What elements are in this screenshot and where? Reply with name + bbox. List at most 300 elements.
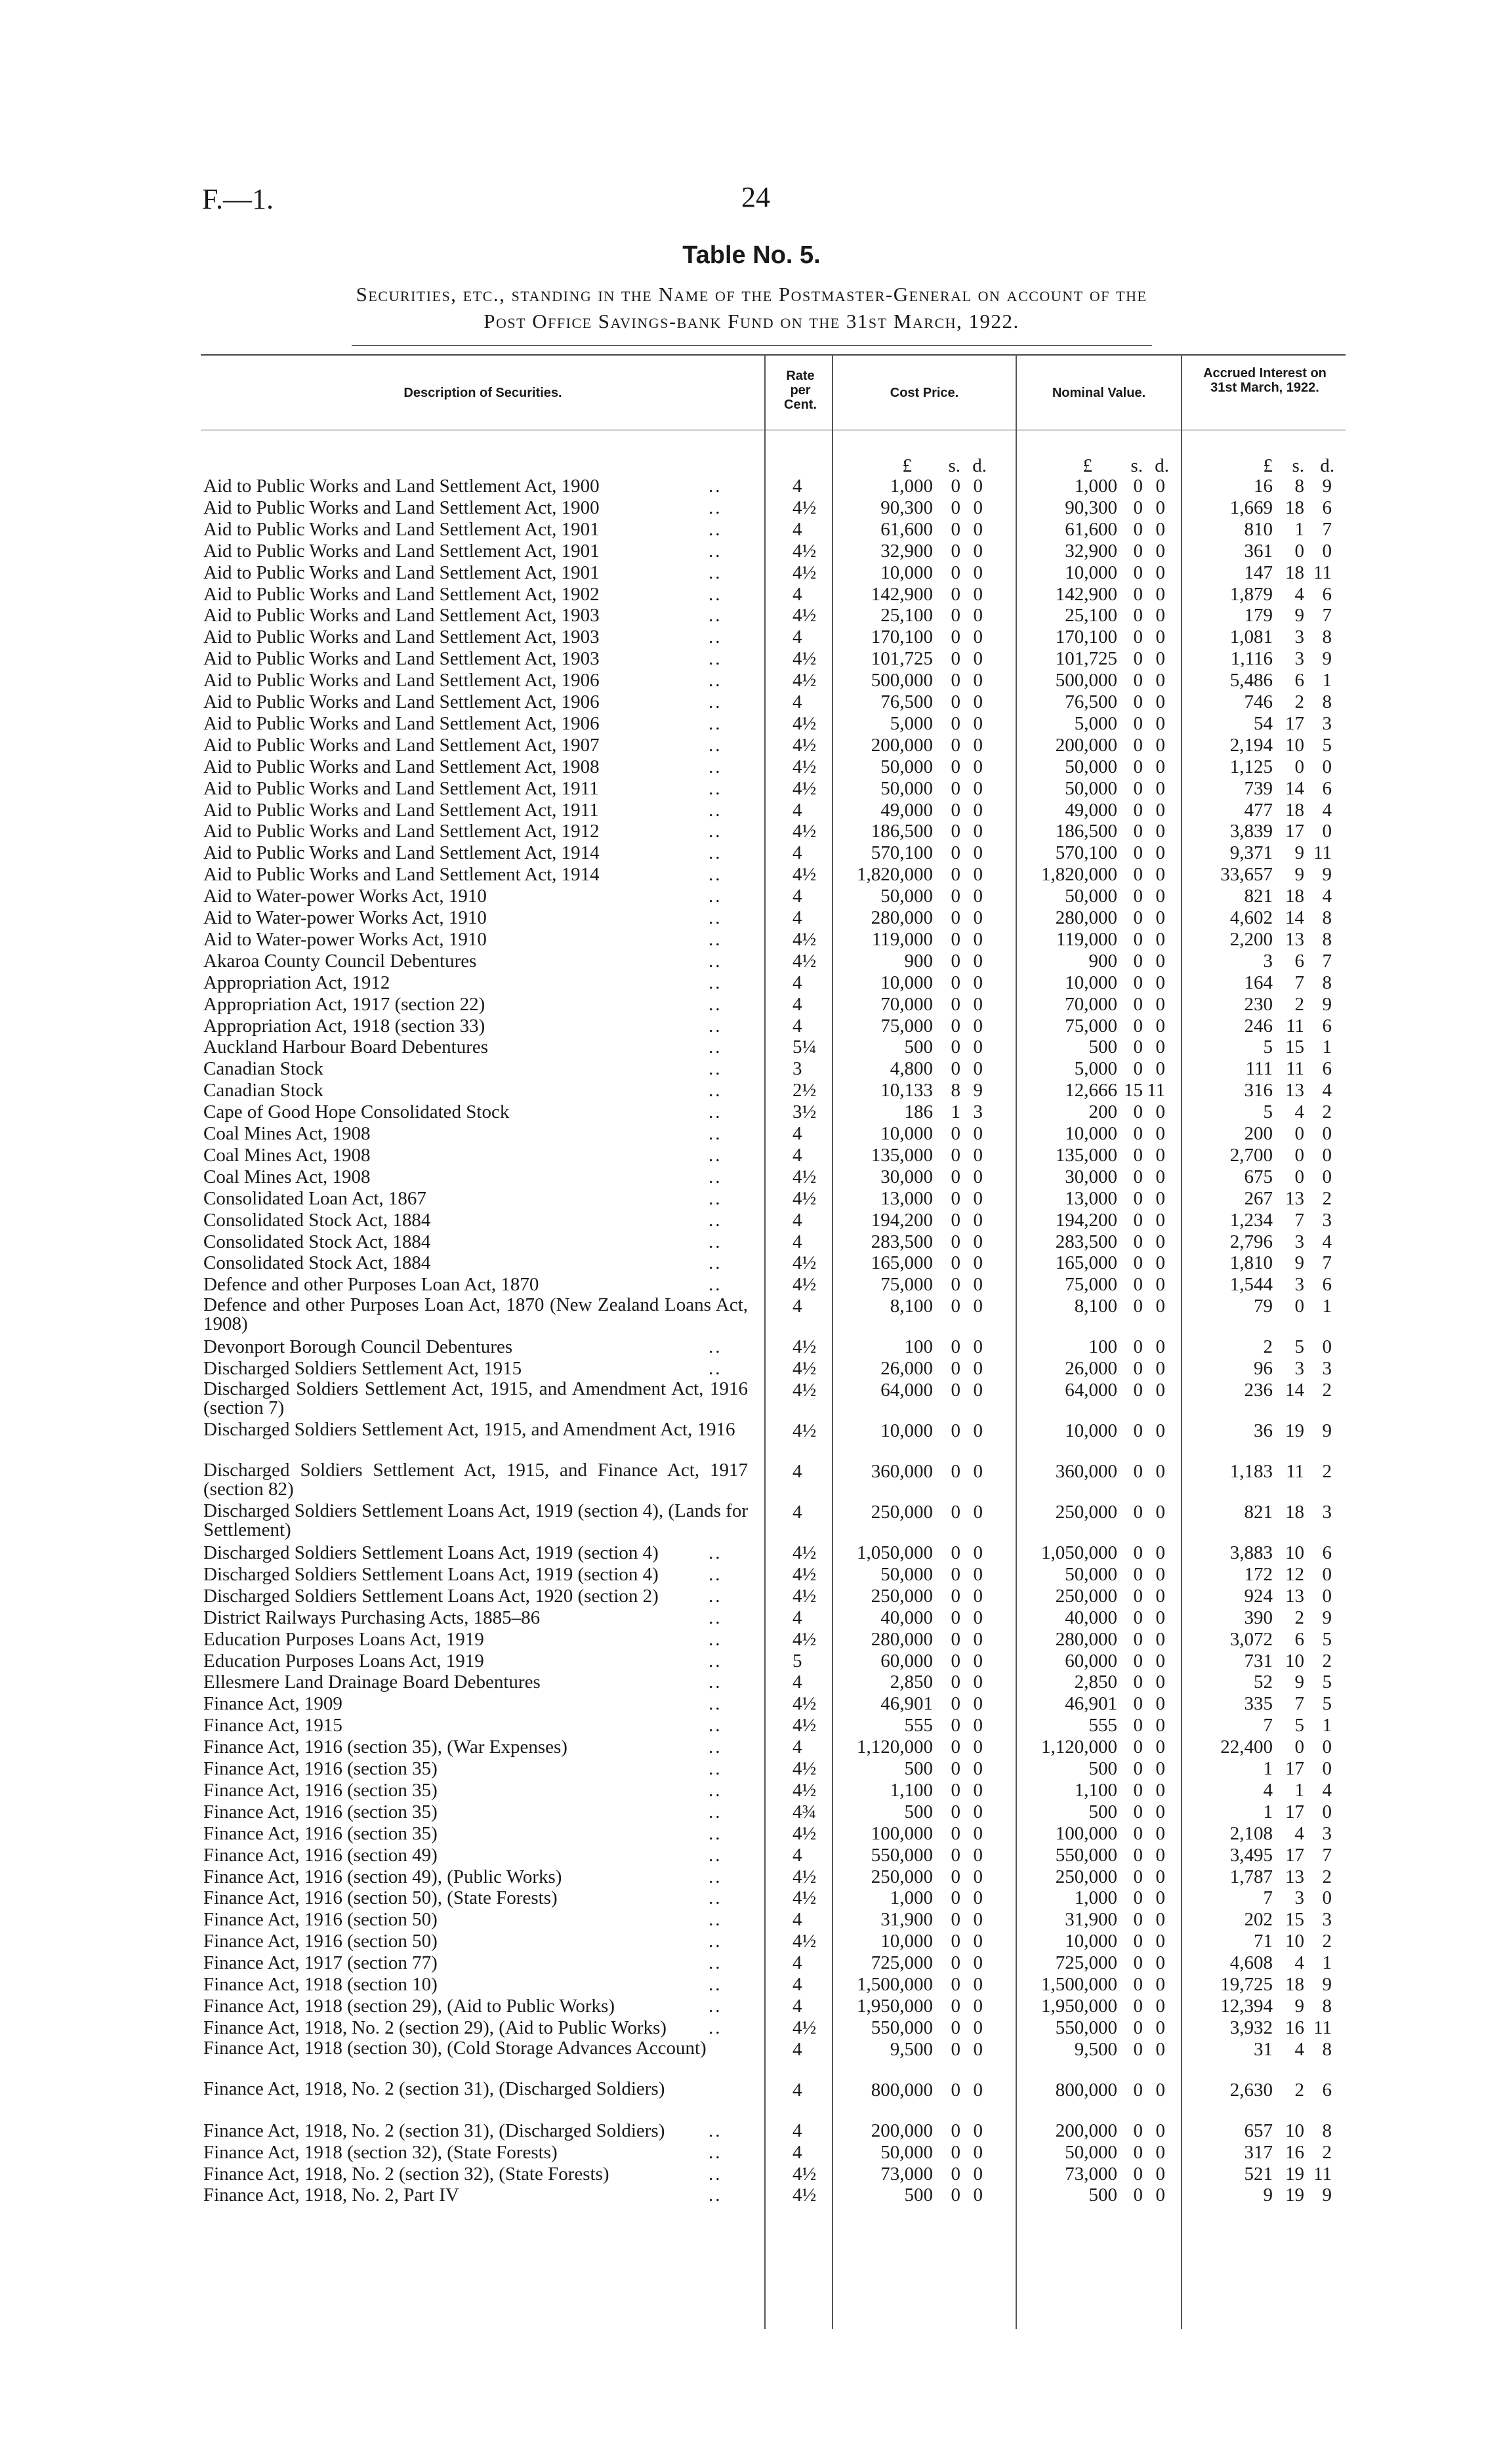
accrued-interest-shillings: 14 — [1285, 1380, 1304, 1401]
accrued-interest-pence: 1 — [1322, 1952, 1332, 1974]
cost-price-pounds: 250,000 — [871, 1585, 933, 1607]
accrued-interest-pounds: 31 — [1254, 2038, 1273, 2060]
cost-price-pounds: 50,000 — [880, 886, 933, 907]
cost-price-pounds: 500 — [904, 2185, 933, 2206]
rate-per-cent: 4½ — [793, 864, 817, 886]
cost-price-shillings: 0 — [951, 1274, 960, 1296]
accrued-interest-pounds: 821 — [1244, 886, 1273, 907]
nominal-value-shillings: 0 — [1133, 518, 1143, 540]
accrued-interest-pounds: 1,787 — [1229, 1866, 1273, 1887]
cost-price-pounds: 101,725 — [871, 648, 933, 670]
cost-price-shillings: 0 — [951, 670, 960, 691]
nominal-value-shillings: 0 — [1133, 1563, 1143, 1585]
security-description: Appropriation Act, 1917 (section 22) — [203, 993, 485, 1015]
accrued-interest-pounds: 33,657 — [1220, 864, 1273, 886]
nominal-value-shillings: 0 — [1133, 1144, 1143, 1166]
table-row — [0, 821, 1503, 842]
nominal-value-pence: 0 — [1155, 1420, 1165, 1441]
cost-price-shillings: 0 — [951, 1650, 960, 1672]
accrued-interest-shillings: 7 — [1294, 972, 1304, 993]
nominal-value-pounds: 46,901 — [1065, 1693, 1117, 1715]
nominal-value-pounds: 100,000 — [1055, 1822, 1117, 1844]
cost-price-pounds: 570,100 — [871, 842, 933, 864]
security-description: Aid to Public Works and Land Settlement Act, 1907 — [203, 734, 600, 756]
unit-pounds: £ — [1082, 455, 1092, 476]
cost-price-shillings: 0 — [951, 1758, 960, 1779]
table-row — [0, 778, 1503, 799]
cost-price-pence: 0 — [973, 2120, 983, 2141]
leader-dots: .. — [709, 1209, 722, 1231]
rate-per-cent: 4½ — [793, 605, 817, 626]
security-description: Aid to Public Works and Land Settlement Act, 1911 — [203, 777, 599, 799]
accrued-interest-pence: 9 — [1322, 864, 1332, 886]
accrued-interest-shillings: 11 — [1286, 1461, 1304, 1482]
cost-price-pounds: 61,600 — [880, 518, 933, 540]
table-row — [0, 1887, 1503, 1908]
accrued-interest-pence: 6 — [1322, 1542, 1332, 1563]
leader-dots: .. — [709, 886, 722, 907]
cost-price-pounds: 76,500 — [880, 691, 933, 712]
nominal-value-shillings: 0 — [1133, 1296, 1143, 1317]
accrued-interest-pounds: 1,081 — [1229, 626, 1273, 648]
rate-per-cent: 4½ — [793, 928, 817, 950]
accrued-interest-shillings: 11 — [1286, 1015, 1304, 1037]
table-row — [0, 1274, 1503, 1295]
cost-price-pence: 0 — [973, 1231, 983, 1252]
leader-dots: .. — [709, 1166, 722, 1187]
leader-dots: .. — [709, 1144, 722, 1166]
accrued-interest-pence: 11 — [1313, 562, 1332, 583]
accrued-interest-shillings: 1 — [1294, 1779, 1304, 1801]
accrued-interest-shillings: 3 — [1294, 626, 1304, 648]
accrued-interest-pence: 0 — [1322, 540, 1332, 562]
cost-price-pounds: 1,950,000 — [857, 1995, 933, 2017]
accrued-interest-pounds: 5 — [1263, 1037, 1273, 1058]
cost-price-pence: 0 — [973, 1166, 983, 1187]
accrued-interest-pounds: 1 — [1263, 1801, 1273, 1822]
unit-shillings: s. — [1292, 455, 1304, 476]
nominal-value-shillings: 0 — [1133, 540, 1143, 562]
leader-dots: .. — [709, 1693, 722, 1715]
accrued-interest-pence: 2 — [1322, 1187, 1332, 1209]
accrued-interest-shillings: 5 — [1294, 1715, 1304, 1736]
leader-dots: .. — [709, 777, 722, 799]
cost-price-pence: 0 — [973, 1058, 983, 1080]
nominal-value-pounds: 5,000 — [1074, 1058, 1117, 1080]
cost-price-pounds: 10,000 — [880, 1931, 933, 1952]
accrued-interest-pence: 0 — [1322, 821, 1332, 842]
table-row — [0, 1252, 1503, 1273]
security-description: Finance Act, 1915 — [203, 1715, 342, 1736]
cost-price-pounds: 49,000 — [880, 799, 933, 821]
leader-dots: .. — [709, 712, 722, 734]
accrued-interest-pounds: 2,108 — [1229, 1822, 1273, 1844]
nominal-value-pence: 0 — [1155, 1995, 1165, 2017]
rate-per-cent: 4½ — [793, 670, 817, 691]
nominal-value-shillings: 0 — [1133, 1607, 1143, 1628]
cost-price-pounds: 500 — [904, 1758, 933, 1779]
cost-price-pence: 0 — [973, 1801, 983, 1822]
security-description: Aid to Public Works and Land Settlement Act, 1903 — [203, 626, 600, 648]
cost-price-shillings: 0 — [951, 2185, 960, 2206]
nominal-value-shillings: 0 — [1133, 2017, 1143, 2038]
security-description: Aid to Public Works and Land Settlement Act, 1903 — [203, 648, 600, 670]
cost-price-pence: 0 — [973, 562, 983, 583]
cost-price-shillings: 0 — [951, 864, 960, 886]
accrued-interest-pounds: 821 — [1244, 1502, 1273, 1523]
nominal-value-pence: 0 — [1155, 1585, 1165, 1607]
cost-price-pounds: 50,000 — [880, 777, 933, 799]
cost-price-pounds: 165,000 — [871, 1252, 933, 1274]
cost-price-pence: 0 — [973, 648, 983, 670]
rate-per-cent: 4 — [793, 1995, 802, 2017]
cost-price-shillings: 0 — [951, 950, 960, 972]
cost-price-pence: 0 — [973, 756, 983, 777]
nominal-value-shillings: 0 — [1133, 1274, 1143, 1296]
accrued-interest-shillings: 15 — [1285, 1909, 1304, 1931]
security-description: Finance Act, 1909 — [203, 1693, 342, 1715]
accrued-interest-shillings: 1 — [1294, 518, 1304, 540]
nominal-value-pounds: 194,200 — [1055, 1209, 1117, 1231]
table-row — [0, 1294, 1503, 1335]
accrued-interest-shillings: 4 — [1294, 2038, 1304, 2060]
nominal-value-pounds: 360,000 — [1055, 1461, 1117, 1482]
accrued-interest-pence: 1 — [1322, 1037, 1332, 1058]
nominal-value-pounds: 280,000 — [1055, 1628, 1117, 1650]
security-description: Aid to Public Works and Land Settlement Act, 1906 — [203, 712, 600, 734]
cost-price-pence: 0 — [973, 1650, 983, 1672]
cost-price-shillings: 0 — [951, 1358, 960, 1380]
cost-price-pence: 0 — [973, 1693, 983, 1715]
accrued-interest-pence: 11 — [1313, 2017, 1332, 2038]
cost-price-shillings: 0 — [951, 1502, 960, 1523]
nominal-value-shillings: 0 — [1133, 1420, 1143, 1441]
rate-per-cent: 4½ — [793, 1779, 817, 1801]
table-row — [0, 1672, 1503, 1693]
nominal-value-shillings: 0 — [1133, 756, 1143, 777]
security-description: Aid to Public Works and Land Settlement Act, 1903 — [203, 605, 600, 626]
table-row — [0, 1693, 1503, 1714]
rate-per-cent: 4 — [793, 2120, 802, 2141]
nominal-value-pounds: 200,000 — [1055, 734, 1117, 756]
nominal-value-pounds: 60,000 — [1065, 1650, 1117, 1672]
leader-dots: .. — [709, 1887, 722, 1909]
nominal-value-shillings: 0 — [1133, 1779, 1143, 1801]
nominal-value-pence: 0 — [1155, 1952, 1165, 1974]
nominal-value-pounds: 555 — [1088, 1715, 1117, 1736]
nominal-value-pence: 0 — [1155, 476, 1165, 497]
security-description: Discharged Soldiers Settlement Act, 1915, and Finance Act, 1917 (section 82) — [203, 1460, 748, 1500]
nominal-value-pounds: 75,000 — [1065, 1015, 1117, 1037]
cost-price-pence: 0 — [973, 886, 983, 907]
security-description: Finance Act, 1916 (section 50) — [203, 1931, 438, 1952]
leader-dots: .. — [709, 583, 722, 605]
cost-price-pence: 0 — [973, 1461, 983, 1482]
nominal-value-pounds: 50,000 — [1065, 2141, 1117, 2163]
leader-dots: .. — [709, 756, 722, 777]
cost-price-pence: 0 — [973, 583, 983, 605]
table-row — [0, 497, 1503, 518]
accrued-interest-shillings: 7 — [1294, 1209, 1304, 1231]
nominal-value-pounds: 725,000 — [1055, 1952, 1117, 1974]
accrued-interest-shillings: 9 — [1294, 1252, 1304, 1274]
cost-price-shillings: 0 — [951, 1844, 960, 1866]
cost-price-shillings: 0 — [951, 886, 960, 907]
accrued-interest-pounds: 111 — [1245, 1058, 1273, 1080]
cost-price-pence: 0 — [973, 626, 983, 648]
security-description: Finance Act, 1918, No. 2, Part IV — [203, 2185, 459, 2206]
cost-price-pounds: 46,901 — [880, 1693, 933, 1715]
nominal-value-shillings: 0 — [1133, 799, 1143, 821]
cost-price-shillings: 0 — [951, 907, 960, 928]
accrued-interest-pounds: 4,608 — [1229, 1952, 1273, 1974]
nominal-value-shillings: 0 — [1133, 821, 1143, 842]
cost-price-pence: 0 — [973, 1607, 983, 1628]
rate-per-cent: 4 — [793, 626, 802, 648]
table-row — [0, 519, 1503, 540]
rate-per-cent: 4½ — [793, 2017, 817, 2038]
accrued-interest-pence: 4 — [1322, 1080, 1332, 1101]
nominal-value-pence: 0 — [1155, 1101, 1165, 1123]
accrued-interest-pence: 0 — [1322, 1166, 1332, 1187]
rate-per-cent: 4½ — [793, 540, 817, 562]
accrued-interest-pence: 2 — [1322, 1101, 1332, 1123]
cost-price-pence: 0 — [973, 497, 983, 518]
table-row — [0, 886, 1503, 907]
security-description: Discharged Soldiers Settlement Loans Act, 1919 (section 4) — [203, 1542, 659, 1563]
cost-price-pounds: 40,000 — [880, 1607, 933, 1628]
accrued-interest-shillings: 10 — [1285, 1650, 1304, 1672]
leader-dots: .. — [709, 1123, 722, 1144]
nominal-value-shillings: 0 — [1133, 2141, 1143, 2163]
accrued-interest-pounds: 172 — [1244, 1563, 1273, 1585]
table-row — [0, 1801, 1503, 1822]
table-row — [0, 605, 1503, 626]
nominal-value-pence: 0 — [1155, 1628, 1165, 1650]
leader-dots: .. — [709, 1822, 722, 1844]
accrued-interest-pounds: 202 — [1244, 1909, 1273, 1931]
nominal-value-shillings: 0 — [1133, 734, 1143, 756]
leader-dots: .. — [709, 2120, 722, 2141]
nominal-value-shillings: 0 — [1133, 648, 1143, 670]
cost-price-shillings: 0 — [951, 1693, 960, 1715]
cost-price-pence: 0 — [973, 821, 983, 842]
cost-price-pence: 0 — [973, 1144, 983, 1166]
cost-price-pence: 0 — [973, 1380, 983, 1401]
nominal-value-shillings: 0 — [1133, 1650, 1143, 1672]
security-description: Finance Act, 1916 (section 35), (War Expenses) — [203, 1736, 567, 1758]
leader-dots: .. — [709, 497, 722, 518]
cost-price-pence: 0 — [973, 518, 983, 540]
table-row — [0, 842, 1503, 863]
cost-price-pence: 0 — [973, 1974, 983, 1995]
cost-price-pence: 0 — [973, 2185, 983, 2206]
cost-price-pence: 0 — [973, 476, 983, 497]
leader-dots: .. — [709, 1058, 722, 1080]
accrued-interest-shillings: 9 — [1294, 1672, 1304, 1693]
cost-price-shillings: 0 — [951, 972, 960, 993]
rate-per-cent: 4 — [793, 1123, 802, 1144]
cost-price-pence: 0 — [973, 993, 983, 1015]
accrued-interest-pounds: 1,810 — [1229, 1252, 1273, 1274]
table-row — [0, 1378, 1503, 1418]
cost-price-pence: 0 — [973, 1037, 983, 1058]
nominal-value-shillings: 0 — [1133, 1187, 1143, 1209]
nominal-value-pence: 0 — [1155, 605, 1165, 626]
accrued-interest-pence: 3 — [1322, 1358, 1332, 1380]
security-description: Auckland Harbour Board Debentures — [203, 1037, 489, 1058]
accrued-interest-shillings: 4 — [1294, 1952, 1304, 1974]
accrued-interest-shillings: 7 — [1294, 1693, 1304, 1715]
cost-price-shillings: 0 — [951, 1607, 960, 1628]
accrued-interest-pence: 1 — [1322, 670, 1332, 691]
rate-per-cent: 4 — [793, 1672, 802, 1693]
nominal-value-pounds: 32,900 — [1065, 540, 1117, 562]
nominal-value-pence: 0 — [1155, 2185, 1165, 2206]
accrued-interest-pounds: 521 — [1244, 2163, 1273, 2185]
cost-price-pounds: 1,000 — [890, 476, 933, 497]
table-row — [0, 1845, 1503, 1866]
security-description: Aid to Public Works and Land Settlement Act, 1900 — [203, 497, 600, 518]
accrued-interest-pounds: 675 — [1244, 1166, 1273, 1187]
cost-price-shillings: 0 — [951, 1461, 960, 1482]
nominal-value-shillings: 0 — [1133, 1123, 1143, 1144]
nominal-value-shillings: 0 — [1133, 1502, 1143, 1523]
security-description: Finance Act, 1918, No. 2 (section 31), (Discharged Soldiers) — [203, 2078, 665, 2099]
nominal-value-shillings: 0 — [1133, 907, 1143, 928]
nominal-value-shillings: 0 — [1133, 1995, 1143, 2017]
cost-price-pence: 0 — [973, 2141, 983, 2163]
cost-price-pence: 0 — [973, 1252, 983, 1274]
cost-price-shillings: 0 — [951, 497, 960, 518]
nominal-value-shillings: 0 — [1133, 476, 1143, 497]
accrued-interest-pence: 5 — [1322, 734, 1332, 756]
accrued-interest-pounds: 924 — [1244, 1585, 1273, 1607]
nominal-value-pence: 0 — [1155, 1822, 1165, 1844]
accrued-interest-shillings: 17 — [1285, 821, 1304, 842]
nominal-value-pence: 0 — [1155, 1037, 1165, 1058]
cost-price-pounds: 725,000 — [871, 1952, 933, 1974]
accrued-interest-pounds: 5 — [1263, 1101, 1273, 1123]
table-row — [0, 1780, 1503, 1801]
cost-price-shillings: 0 — [951, 1336, 960, 1358]
nominal-value-pounds: 76,500 — [1065, 691, 1117, 712]
cost-price-pence: 0 — [973, 1779, 983, 1801]
accrued-interest-pounds: 19,725 — [1220, 1974, 1273, 1995]
cost-price-shillings: 0 — [951, 799, 960, 821]
rate-per-cent: 3 — [793, 1058, 802, 1080]
accrued-interest-pounds: 3 — [1263, 950, 1273, 972]
cost-price-shillings: 0 — [951, 2038, 960, 2060]
accrued-interest-shillings: 9 — [1294, 1995, 1304, 2017]
cost-price-shillings: 0 — [951, 1887, 960, 1909]
nominal-value-pence: 0 — [1155, 583, 1165, 605]
security-description: Defence and other Purposes Loan Act, 1870 (New Zealand Loans Act, 1908) — [203, 1294, 748, 1335]
cost-price-pounds: 1,500,000 — [857, 1974, 933, 1995]
cost-price-pounds: 25,100 — [880, 605, 933, 626]
nominal-value-pounds: 1,100 — [1074, 1779, 1117, 1801]
nominal-value-pence: 0 — [1155, 1015, 1165, 1037]
leader-dots: .. — [709, 1101, 722, 1123]
accrued-interest-pence: 2 — [1322, 1866, 1332, 1887]
rate-per-cent: 4 — [793, 518, 802, 540]
cost-price-pence: 9 — [973, 1080, 983, 1101]
nominal-value-pence: 0 — [1155, 1058, 1165, 1080]
rate-per-cent: 4 — [793, 799, 802, 821]
cost-price-shillings: 0 — [951, 1779, 960, 1801]
cost-price-shillings: 0 — [951, 1296, 960, 1317]
cost-price-pounds: 900 — [904, 950, 933, 972]
table-row — [0, 1016, 1503, 1037]
nominal-value-pence: 11 — [1147, 1080, 1165, 1101]
accrued-interest-shillings: 10 — [1285, 734, 1304, 756]
cost-price-pence: 0 — [973, 540, 983, 562]
rate-per-cent: 4 — [793, 1502, 802, 1523]
cost-price-pence: 0 — [973, 1887, 983, 1909]
cost-price-pence: 0 — [973, 1123, 983, 1144]
table-row — [0, 1058, 1503, 1079]
cost-price-shillings: 8 — [951, 1080, 960, 1101]
accrued-interest-shillings: 3 — [1294, 1274, 1304, 1296]
table-row — [0, 1823, 1503, 1844]
rate-per-cent: 4 — [793, 1952, 802, 1974]
security-description: Finance Act, 1918 (section 30), (Cold Storage Advances Account) — [203, 2037, 707, 2059]
security-description: Consolidated Stock Act, 1884 — [203, 1231, 431, 1252]
accrued-interest-pounds: 147 — [1244, 562, 1273, 583]
cost-price-shillings: 0 — [951, 540, 960, 562]
nominal-value-pounds: 9,500 — [1074, 2038, 1117, 2060]
security-description: Education Purposes Loans Act, 1919 — [203, 1628, 484, 1650]
table-row — [0, 756, 1503, 777]
cost-price-shillings: 0 — [951, 842, 960, 864]
cost-price-shillings: 0 — [951, 756, 960, 777]
security-description: Devonport Borough Council Debentures — [203, 1336, 513, 1358]
nominal-value-pounds: 119,000 — [1056, 928, 1117, 950]
nominal-value-shillings: 0 — [1133, 1358, 1143, 1380]
cost-price-shillings: 0 — [951, 1995, 960, 2017]
cost-price-pence: 0 — [973, 1358, 983, 1380]
cost-price-pounds: 170,100 — [871, 626, 933, 648]
nominal-value-pence: 0 — [1155, 886, 1165, 907]
nominal-value-shillings: 0 — [1133, 2120, 1143, 2141]
nominal-value-pence: 0 — [1155, 1693, 1165, 1715]
security-description: Finance Act, 1918, No. 2 (section 31), (Discharged Soldiers) — [203, 2120, 665, 2141]
leader-dots: .. — [709, 821, 722, 842]
cost-price-pence: 0 — [973, 1758, 983, 1779]
nominal-value-pounds: 31,900 — [1065, 1909, 1117, 1931]
cost-price-shillings: 0 — [951, 821, 960, 842]
leader-dots: .. — [709, 972, 722, 993]
accrued-interest-pounds: 230 — [1244, 993, 1273, 1015]
nominal-value-shillings: 0 — [1133, 1585, 1143, 1607]
cost-price-pence: 0 — [973, 1672, 983, 1693]
cost-price-pence: 0 — [973, 907, 983, 928]
leader-dots: .. — [709, 1995, 722, 2017]
accrued-interest-pounds: 16 — [1254, 476, 1273, 497]
nominal-value-pence: 0 — [1155, 1358, 1165, 1380]
table-row — [0, 1758, 1503, 1779]
cost-price-pence: 0 — [973, 1822, 983, 1844]
nominal-value-pounds: 900 — [1088, 950, 1117, 972]
nominal-value-pounds: 10,000 — [1065, 1931, 1117, 1952]
accrued-interest-shillings: 3 — [1294, 1231, 1304, 1252]
column-header-description: Description of Securities. — [403, 386, 562, 400]
table-row — [0, 541, 1503, 562]
rate-per-cent: 4½ — [793, 1931, 817, 1952]
cost-price-pounds: 100,000 — [871, 1822, 933, 1844]
nominal-value-shillings: 0 — [1133, 928, 1143, 950]
cost-price-shillings: 0 — [951, 928, 960, 950]
